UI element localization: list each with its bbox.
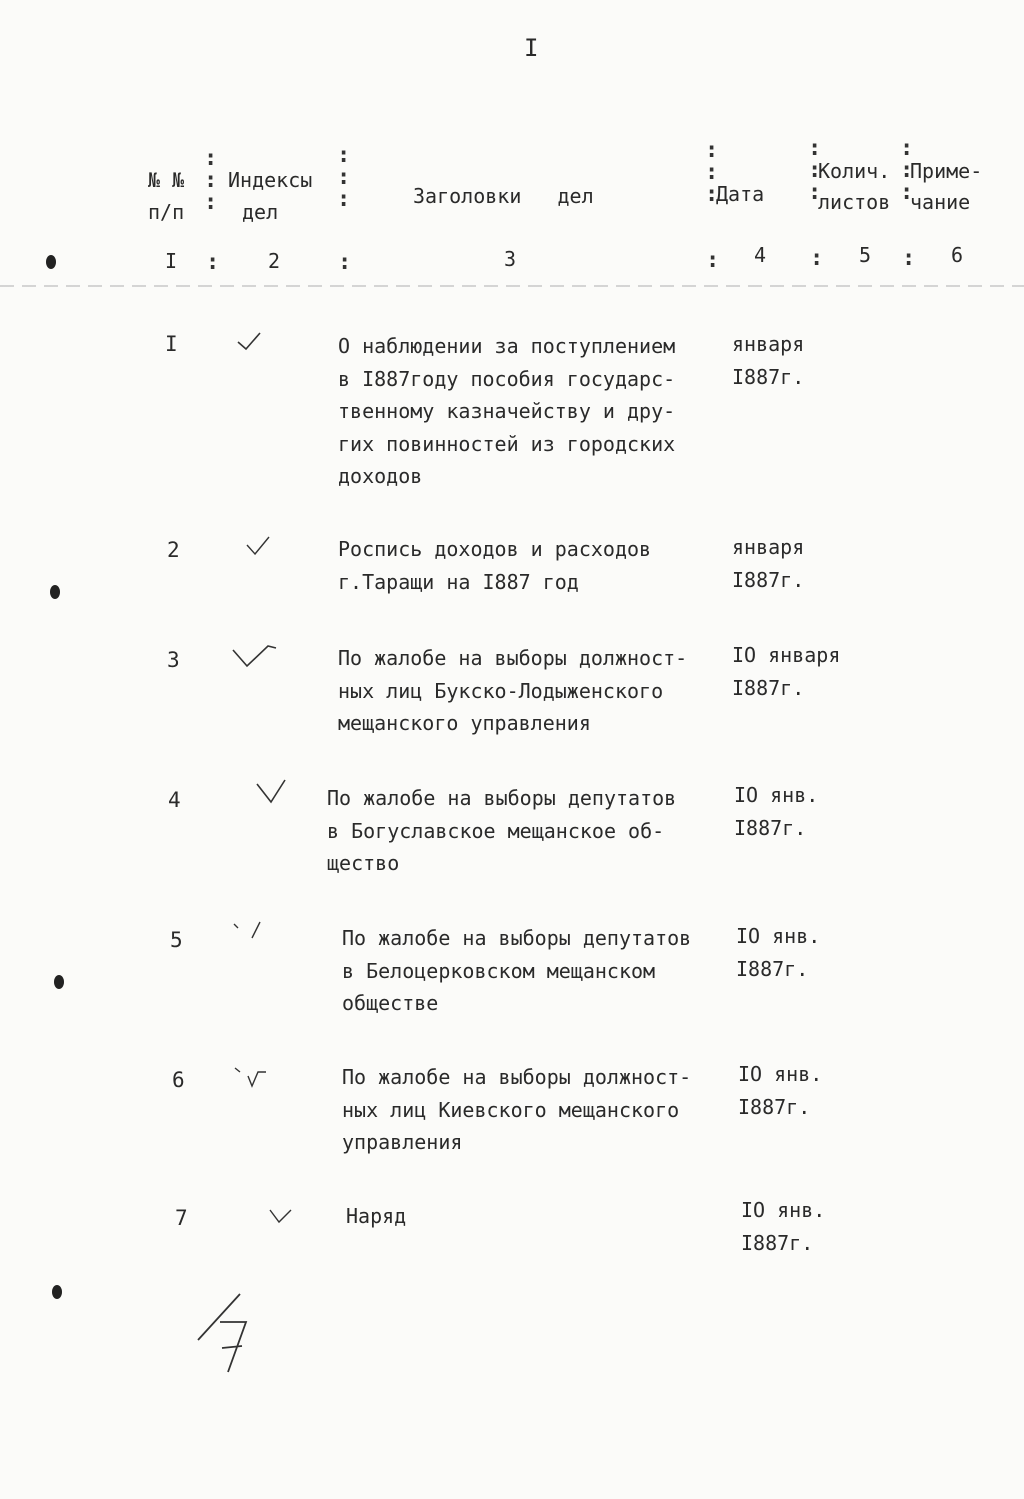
- date-line: IO янв.: [736, 924, 821, 948]
- header-col3: Заголовки дел: [413, 184, 594, 208]
- date-line: I887г.: [732, 675, 805, 700]
- column-separator: : : :: [900, 136, 914, 205]
- title-line: твенному казначейству и дру-: [338, 399, 676, 423]
- column-separator: :: [706, 248, 720, 273]
- title-line: в Богуславское мещанское об-: [327, 818, 665, 843]
- column-separator: : : :: [808, 136, 822, 205]
- row-number: 3: [167, 648, 180, 672]
- header-col5-line2: листов: [818, 190, 891, 214]
- checkmark-icon: [232, 918, 266, 946]
- title-line: По жалобе на выборы депутатов: [327, 786, 677, 810]
- row-number: 2: [167, 538, 180, 562]
- title-line: гих повинностей из городских: [338, 431, 676, 456]
- column-separator: :: [810, 246, 824, 271]
- date-line: I887г.: [732, 364, 805, 389]
- column-separator: : : :: [337, 143, 351, 212]
- date-line: января: [732, 332, 805, 356]
- page-number: I: [524, 34, 539, 62]
- title-line: По жалобе на выборы должност-: [342, 1065, 692, 1089]
- title-line: О наблюдении за поступлением: [338, 334, 676, 358]
- title-line: управления: [342, 1130, 463, 1154]
- title-line: По жалобе на выборы депутатов: [342, 926, 692, 950]
- checkmark-icon: [268, 1206, 294, 1226]
- title-line: доходов: [338, 464, 423, 488]
- row-number: 5: [170, 928, 183, 952]
- column-separator: :: [206, 250, 220, 275]
- date-line: IO янв.: [741, 1198, 826, 1222]
- col-number-4: 4: [754, 243, 767, 267]
- column-separator: : : :: [204, 146, 218, 215]
- header-col1-line1: № №: [148, 168, 185, 192]
- header-col6-line2: чание: [910, 190, 971, 214]
- punch-hole-mark: [50, 585, 60, 599]
- col-number-2: 2: [268, 249, 281, 273]
- row-number: I: [165, 332, 178, 356]
- checkmark-icon: [244, 535, 274, 559]
- row-number: 7: [175, 1206, 188, 1230]
- checkmark-icon: [232, 1062, 272, 1092]
- date-line: IO янв.: [734, 783, 819, 807]
- header-col1-line2: п/п: [148, 200, 185, 224]
- checkmark-icon: [236, 330, 268, 352]
- title-line: ных лиц Букско-Лодыженского: [338, 678, 664, 703]
- title-line: в Белоцерковском мещанском: [342, 958, 656, 983]
- header-col2-line1: Индексы: [228, 168, 313, 192]
- row-number: 4: [168, 788, 181, 812]
- title-line: мещанского управления: [338, 711, 591, 735]
- punch-hole-mark: [46, 255, 56, 269]
- col-number-5: 5: [859, 243, 872, 267]
- title-line: Роспись доходов и расходов: [338, 537, 652, 561]
- date-line: IO янв.: [738, 1062, 823, 1086]
- col-number-6: 6: [951, 243, 964, 267]
- date-line: I887г.: [741, 1230, 814, 1255]
- header-col2-line2: дел: [242, 200, 279, 224]
- header-divider: [0, 285, 1024, 287]
- title-line: обществе: [342, 991, 439, 1015]
- title-line: в I887году пособия государс-: [338, 366, 676, 391]
- punch-hole-mark: [52, 1285, 62, 1299]
- column-separator: :: [902, 246, 916, 271]
- date-line: I887г.: [736, 956, 809, 981]
- column-separator: :: [338, 250, 352, 275]
- checkmark-icon: [255, 778, 295, 810]
- punch-hole-mark: [54, 975, 64, 989]
- date-line: I887г.: [732, 567, 805, 592]
- title-line: щество: [327, 851, 400, 875]
- date-line: января: [732, 535, 805, 559]
- checkmark-icon: [230, 640, 280, 670]
- handwritten-seven-mark: [190, 1280, 280, 1380]
- col-number-1: I: [165, 249, 178, 273]
- col-number-3: 3: [504, 247, 517, 271]
- header-col5-line1: Колич.: [818, 159, 891, 183]
- date-line: IO января: [732, 643, 841, 667]
- row-number: 6: [172, 1068, 185, 1092]
- header-col4: Дата: [716, 182, 765, 206]
- title-line: ных лиц Киевского мещанского: [342, 1097, 680, 1122]
- date-line: I887г.: [734, 815, 807, 840]
- title-line: Наряд: [346, 1204, 407, 1228]
- column-separator: : : :: [705, 138, 719, 207]
- title-line: г.Таращи на I887 год: [338, 569, 579, 594]
- date-line: I887г.: [738, 1094, 811, 1119]
- header-col6-line1: Приме-: [910, 159, 983, 183]
- title-line: По жалобе на выборы должност-: [338, 646, 688, 670]
